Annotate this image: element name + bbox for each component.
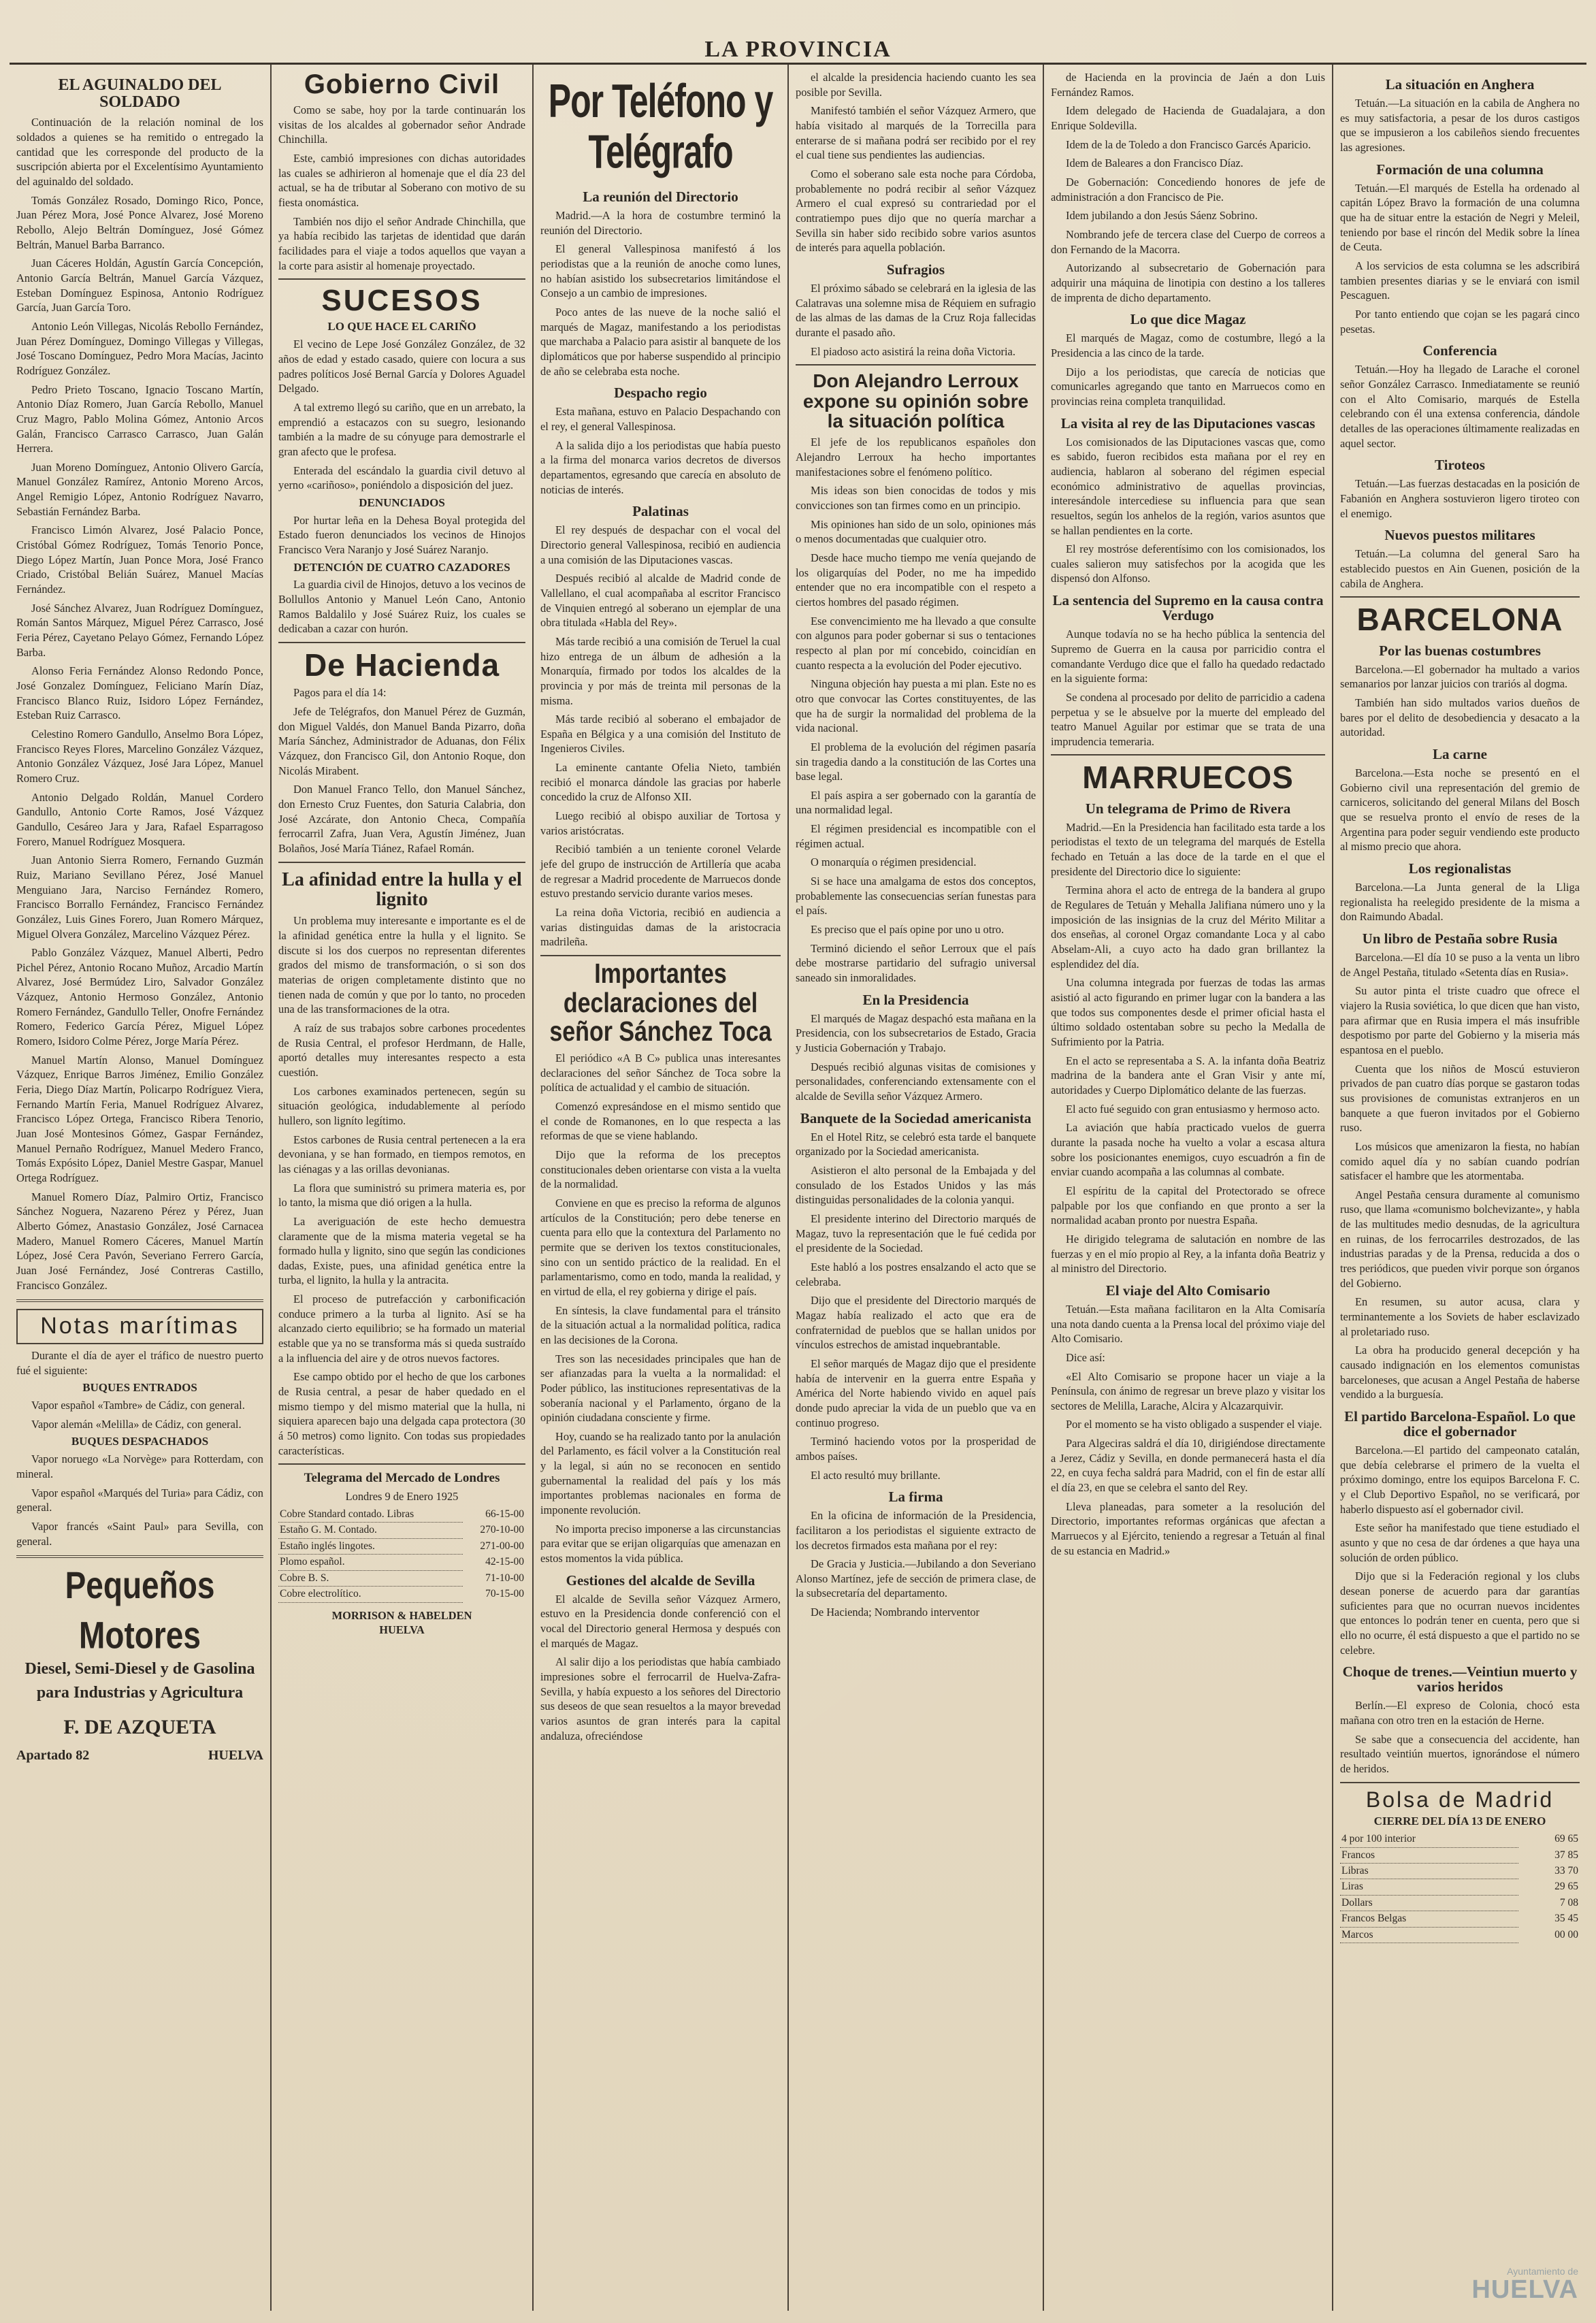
banquete-body	[796, 1130, 1036, 1482]
stamp-big: HUELVA	[1471, 2275, 1578, 2304]
row-value: 69 65	[1554, 1833, 1578, 1845]
row-label: Estaño inglés lingotes.	[278, 1538, 463, 1554]
paragraph: Conviene en que es preciso la reforma de algunos artículos de la Constitución; pero debe tenerse en cuenta para ello que la contextura del Parlamento no permite que se deriven los textos constitucionales, sino con un sentido práctico de la realidad. En el parlamentarismo, como en todo, manda la realidad, y en virtud de ella, el rey gobierna y dirige el país.	[540, 1196, 781, 1298]
paragraph: Tomás González Rosado, Domingo Rico, Ponce, Juan Pérez Mora, José Ponce Alvarez, José Moreno Rebollo, Alejo Beltrán Domínguez, José Gómez Beltrán, Manuel Barba Barranco.	[16, 193, 263, 251]
divider	[278, 862, 525, 863]
reunion-title: La reunión del Directorio	[583, 189, 738, 205]
paragraph: Vapor español «Marqués del Turia» para Cádiz, con general.	[16, 1486, 263, 1514]
table-row	[278, 1587, 525, 1602]
paragraph: A la salida dijo a los periodistas que había puesto a la firma del monarca varios decretos de diversos departamentos, egresando que carecía en absoluto de noticias de interés.	[540, 438, 781, 496]
ad-company: F. DE AZQUETA	[63, 1715, 216, 1738]
paragraph: Terminó haciendo votos por la prosperidad de ambos países.	[796, 1435, 1036, 1463]
tiroteos-text: Tetuán.—Las fuerzas destacadas en la posición de Fabanión en Anghera sostuvieron ligero tiroteo con el enemigo.	[1340, 477, 1580, 520]
paragraph: Una columna integrada por fuerzas de todas las armas asistió al acto figurando en primer lugar con la bandera a las que todos sus componentes desde el primer oficial hasta el último soldado ostentaban sobre su pecho la Medalla de Sufrimiento por la Patria.	[1051, 976, 1325, 1048]
row-label: Estaño G. M. Contado.	[278, 1523, 463, 1538]
paragraph: El régimen presidencial es incompatible con el régimen actual.	[796, 822, 1036, 850]
paragraph: O monarquía o régimen presidencial.	[811, 856, 977, 869]
paragraph: El presidente interino del Directorio marqués de Magaz, tuvo la representación que le fué cedida por el presidente de la Sociedad.	[796, 1212, 1036, 1255]
table-row	[278, 1507, 525, 1523]
row-value: 37 85	[1554, 1849, 1578, 1861]
presidencia-title: En la Presidencia	[862, 991, 969, 1008]
paragraph: La averiguación de este hecho demuestra claramente que de la misma materia vegetal se ha formado hulla y lignito, sino que según las condiciones dadas, Existe, pues, una afinidad genética entre la turba, el lignito, la hulla y la antracita.	[278, 1214, 525, 1287]
paragraph: También nos dijo el señor Andrade Chinchilla, que ya había recibido las tarjetas de identidad que darán facilidades para el viaje a todos aquellos que vayan a la corte para asistir al homenaje proyectado.	[278, 214, 525, 272]
columna-title: Formación de una columna	[1376, 161, 1544, 178]
paragraph: Manuel Martín Alonso, Manuel Domínguez Vázquez, Enrique Barros Jiménez, Emilio González Feria, Diego Díaz Martín, Policarpo Rodríguez Viera, Fernando Martín Feria, Manuel Rodríguez Alvarez, Francisco López Ortega, Francisco Ribera Tenorio, Juan José Montesinos Gómez, Gaspar Fernández, Manuel Pernaño Rodríguez, Manuel Medero Franco, Tomás Expósito López, Daniel Mestre Gaspar, Manuel Ortega Rodríguez.	[16, 1053, 263, 1184]
ad-city: HUELVA	[208, 1747, 263, 1763]
paragraph: el alcalde la presidencia haciendo cuanto les sea posible por Sevilla.	[796, 71, 1036, 99]
paragraph: Manifestó también el señor Vázquez Armero, que había visitado al marqués de la Torrecilla para enterarse de si mañana podrá ser recibido por el rey el cual tiene sus pendientes las audiencias.	[796, 104, 1036, 162]
market-city: HUELVA	[379, 1623, 425, 1637]
pestana-title: Un libro de Pestaña sobre Rusia	[1362, 930, 1558, 947]
paragraph: La flora que suministró su primera materia es, por lo tanto, la misma que dió origen a la hulla.	[278, 1181, 525, 1209]
row-value: 70-15-00	[485, 1588, 524, 1600]
sucesos-body	[278, 337, 525, 493]
row-label: Plomo español.	[278, 1555, 463, 1570]
gobierno-body	[278, 103, 525, 273]
paragraph: Idem de Baleares a don Francisco Díaz.	[1066, 157, 1243, 170]
costumbres-title: Por las buenas costumbres	[1379, 642, 1541, 659]
aguinaldo-title: EL AGUINALDO DEL SOLDADO	[58, 76, 222, 112]
row-value: 35 45	[1554, 1913, 1578, 1925]
paragraph: El marqués de Magaz, como de costumbre, llegó a la Presidencia a las cinco de la tarde.	[1051, 331, 1325, 359]
palatinas-body	[540, 523, 781, 949]
market-title: Telegrama del Mercado de Londres	[304, 1471, 500, 1486]
market-table	[278, 1507, 525, 1603]
paragraph: Después recibió algunas visitas de comisiones y personalidades, conferenciando extensamente con el alcalde de Sevilla señor Vázquez Armero.	[796, 1060, 1036, 1103]
partido-body	[1340, 1443, 1580, 1657]
paragraph: En síntesis, la clave fundamental para el tránsito de la situación actual a la normalidad política, radica en las decisiones de la Corona.	[540, 1303, 781, 1346]
paragraph: Tetuán.—El marqués de Estella ha ordenado al capitán López Bravo la formación de una columna que ha de situar entre la estación de Negri y Meleil, teniendo por base el rincón del Medik sobre la línea de Ceuta.	[1340, 181, 1580, 254]
entered-title: BUQUES ENTRADOS	[82, 1381, 197, 1395]
paragraph: Francisco Limón Alvarez, José Palacio Ponce, Cristóbal Gómez Rodríguez, Tomás Tenorio Ponce, Diego López Martín, Juan Ponce Mora, José Franco Criado, Cristóbal Belián Suárez, Manuel Macías Fernández.	[16, 523, 263, 596]
row-value: 66-15-00	[485, 1508, 524, 1521]
paragraph: Autorizando al subsecretario de Gobernación para adquirir una máquina de linotipia con destino a los talleres de imprenta de dicho departamento.	[1051, 261, 1325, 304]
row-label: Libras	[1340, 1864, 1518, 1879]
divider	[16, 1299, 263, 1302]
paragraph: Juan Antonio Sierra Romero, Fernando Guzmán Ruiz, Mariano Sevillano Pérez, José Manuel Menguiano Jara, Narciso Fernández Romero, Francisco Borrallo Fernández, Francisco Fernández González, Luis Gines Forero, Juan Romero Márquez, Miguel Olvera González, Marcelino Vázquez Pérez.	[16, 854, 263, 941]
paragraph: Juan Cáceres Holdán, Agustín García Concepción, Antonio García Beltrán, Manuel García Vázquez, Esteban Domínguez Espinosa, Antonio Rodríguez García, Juan García Toro.	[16, 257, 263, 314]
paragraph: Mis ideas son bien conocidas de todos y mis convicciones son tan firmes como en un principio.	[796, 484, 1036, 512]
paragraph: Poco antes de las nueve de la noche salió el marqués de Magaz, manifestando a los periodistas que marchaba a Palacio para asistir al banquete de los diplomáticos que por haberse suspendido al principio de año se celebraba esta noche.	[540, 305, 781, 378]
column-6	[1333, 65, 1586, 2311]
paragraph: El rey mostróse deferentísimo con los comisionados, los cuales salieron muy satisfechos por la acogida que les dispensó don Alfonso.	[1051, 542, 1325, 585]
paragraph: El acto fué seguido con gran entusiasmo y hermoso acto.	[1066, 1102, 1320, 1116]
row-label: Cobre B. S.	[278, 1570, 463, 1586]
marruecos-title: MARRUECOS	[1082, 760, 1294, 796]
ad-footer	[16, 1747, 263, 1764]
paragraph: De Hacienda; Nombrando interventor	[811, 1606, 980, 1619]
table-row	[278, 1538, 525, 1554]
paragraph: Antonio León Villegas, Nicolás Rebollo Fernández, Juan Pérez Domínguez, Domingo Villegas y Villegas, José Toscano Domínguez, Pedro Mora Macías, Jacinto Rodríguez González.	[16, 319, 263, 377]
paragraph: El periódico «A B C» publica unas interesantes declaraciones del señor Sánchez de Toca sobre la política de actualidad y el cambio de situación.	[540, 1052, 781, 1094]
paragraph: Lleva planeadas, para someter a la resolución del Directorio, importantes reformas orgánicas que afectan a Marruecos y al Ejército, teniendo a regresar a Tetuán al final de su estancia en Madrid.»	[1051, 1499, 1325, 1557]
paragraph: Idem delegado de Hacienda de Guadalajara, a don Enrique Soldevilla.	[1051, 104, 1325, 132]
paragraph: De Gobernación: Concediendo honores de jefe de administración a don Francisco de Pie.	[1051, 175, 1325, 204]
firma-title: La firma	[888, 1489, 943, 1506]
maritime-title: Notas marítimas	[16, 1309, 263, 1344]
paragraph: Asistieron el alto personal de la Embajada y del consulado de los Estados Unidos y las más distinguidas personalidades de la colonia yanqui.	[796, 1164, 1036, 1207]
paragraph: En la oficina de información de la Presidencia, facilitaron a los periodistas el siguiente extracto de los decretos firmados esta mañana por el rey:	[796, 1509, 1036, 1552]
row-value: 00 00	[1554, 1928, 1578, 1940]
column-1	[10, 65, 272, 2311]
divider	[796, 364, 1036, 365]
row-value: 71-10-00	[485, 1572, 524, 1584]
firma-body	[796, 1508, 1036, 1620]
newspaper-name: LA PROVINCIA	[704, 37, 892, 62]
table-row	[1340, 1927, 1580, 1943]
paragraph: Continuación de la relación nominal de los soldados a quienes se ha remitido o entregado la cantidad que les corresponde del producto de la suscripción abierta por el Excelentísimo Ayuntamiento del aguinaldo del soldado.	[16, 116, 263, 188]
despacho-title: Despacho regio	[614, 385, 707, 402]
conferencia-text: Tetuán.—Hoy ha llegado de Larache el coronel señor González Carrasco. Inmediatamente se reunió con el Alto Comisario, marqués de Estella celebrando con él una extensa conferencia, dándole detalles de las operaciones últimamente realizadas en aquel sector.	[1340, 363, 1580, 450]
paragraph: El vecino de Lepe José González González, de 32 años de edad y estado casado, quiere con locura a sus padres políticos José Bernal García y Dolores Aguadel Delgado.	[278, 338, 525, 395]
visita-body	[1051, 435, 1325, 587]
paragraph: Pedro Prieto Toscano, Ignacio Toscano Martín, Antonio Díaz Romero, Juan García Rebollo, Manuel Cruz Magro, Pablo Molina Gómez, Antonio Arcos Galán, Francisco Carrasco Carrasco, Juan Galán Herrera.	[16, 383, 263, 455]
detencion-text: La guardia civil de Hinojos, detuvo a los vecinos de Bollullos Antonio y Manuel León Cano, Antonio Ramos Baldalilo y José Suárez Ruiz, los cuales se dedicaban a cazar con hurón.	[278, 578, 525, 636]
carne-title: La carne	[1433, 745, 1487, 762]
paragraph: Barcelona.—El día 10 se puso a la venta un libro de Angel Pestaña, titulado «Setenta días en Rusia».	[1340, 950, 1580, 979]
paragraph: El piadoso acto asistirá la reina doña Victoria.	[811, 344, 1015, 358]
paragraph: En el acto se representaba a S. A. la infanta doña Beatriz madrina de la bandera ante el Gran Visir y ante mí, autoridades y Cuerpo Diplomático delante de las fuerzas.	[1051, 1054, 1325, 1096]
paragraph: Madrid.—A la hora de costumbre terminó la reunión del Directorio.	[540, 209, 781, 237]
marruecos-body	[1051, 820, 1325, 1276]
paragraph: Termina ahora el acto de entrega de la bandera al grupo de Regulares de Tetuán y Mehalla Jalifiana número uno y la imposición de las insignias de la cruz del Mérito Militar a dos enseñas, al coronel Orgaz comandante Loca y al cabo Abselam-Ali, a cuyo acto ha dado gran brillantez la esplendidez del día.	[1051, 883, 1325, 971]
paragraph: Terminó diciendo el señor Lerroux que el país debe mostrarse partidario del sufragio universal saneado sin inmoralidades.	[796, 941, 1036, 985]
paragraph: Vapor español «Tambre» de Cádiz, con general.	[31, 1399, 245, 1412]
choque-title: Choque de trenes.—Veintiun muerto y varios heridos	[1342, 1663, 1578, 1695]
carne-text: Barcelona.—Esta noche se presentó en el Gobierno civil una representación del gremio de carniceros, solicitando del general Milans del Bosch que se resuelva pronto el envío de reses de la Argentina para poder seguir vendiendo este producto al mismo precio que ahora.	[1340, 766, 1580, 854]
hacienda-title: De Hacienda	[304, 647, 500, 683]
paragraph: Aunque todavía no se ha hecho pública la sentencia del Supremo de Guerra en la causa por parricidio contra el comandante Verdugo dice que el fallo ha quedado redactado en la siguiente forma:	[1051, 628, 1325, 685]
paragraph: Madrid.—En la Presidencia han facilitado esta tarde a los periodistas el texto de un telegrama del marqués de Estella fechado en Tetuán a las doce de la tarde en el que el presidente del Directorio dice lo siguiente:	[1051, 820, 1325, 878]
gestiones-title: Gestiones del alcalde de Sevilla	[566, 1572, 755, 1589]
paragraph: Para Algeciras saldrá el día 10, dirigiéndose directamente a Jerez, Cádiz y Sevilla, en donde permanecerá hasta el día 22, en cuya fecha saldrá para Madrid, con el fin de estar allí el día 23, en que se celebra el santo del Rey.	[1051, 1437, 1325, 1495]
paragraph: Tetuán.—Esta mañana facilitaron en la Alta Comisaría una nota dando cuenta a la Prensa local del próximo viaje del Alto Comisario.	[1051, 1302, 1325, 1346]
paragraph: La aviación que había practicado vuelos de guerra durante la pasada noche ha vuelto a volar a escasa altura sobre los posicionantes enemigos, cuyo escuadrón a fin de enviar cuando acompaña a las columnas al combate.	[1051, 1121, 1325, 1179]
palatinas-title: Palatinas	[632, 503, 689, 520]
paragraph: Juan Moreno Domínguez, Antonio Olivero García, Manuel González Ramírez, Antonio Moreno Arcos, Angel Remigio López, Antonio Rodríguez Navarro, Sebastián Fernández Barba.	[16, 460, 263, 518]
divider	[1051, 754, 1325, 756]
table-row	[278, 1555, 525, 1570]
marruecos-sub: Un telegrama de Primo de Rivera	[1085, 800, 1291, 817]
paragraph: Mis opiniones han sido de un solo, opiniones más o menos documentadas que cualquier otro.	[796, 517, 1036, 546]
row-label: Cobre electrolítico.	[278, 1587, 463, 1602]
paragraph: Pagos para el día 14:	[293, 686, 387, 700]
column-4	[789, 65, 1044, 2311]
paragraph: Como se sabe, hoy por la tarde continuarán los visitas de los alcaldes al gobernador señor Andrade Chinchilla.	[278, 103, 525, 146]
ad-line-1: Diesel, Semi-Diesel y de Gasolina	[25, 1659, 255, 1678]
lerroux-title: Don Alejandro Lerroux expone su opinión sobre la situación política	[802, 370, 1029, 432]
anghera-title: La situación en Anghera	[1385, 76, 1535, 93]
paragraph: Manuel Romero Díaz, Palmiro Ortiz, Francisco Sánchez Noguera, Nazareno Pérez y Pérez, Juan Alberto Gómez, Anastasio González, José Carnacea Madero, Manuel Romero Cáceres, Manuel Martín López, José Cera Pavón, Severiano Ferrero García, Juan José Fernández, José Contreras Castillo, Francisco González.	[16, 1190, 263, 1292]
paragraph: Es preciso que el país opine por uno u otro.	[811, 923, 1005, 937]
row-value: 7 08	[1559, 1896, 1578, 1908]
paragraph: Ninguna objeción hay puesta a mi plan. Este no es otro que convocar las Cortes constituyentes, de las que ha de surgir la normalidad del problema de la vida nacional.	[796, 677, 1036, 735]
choque-body	[1340, 1698, 1580, 1776]
paragraph: Alonso Feria Fernández Alonso Redondo Ponce, José Gonzalez Domínguez, Feliciano Marín Díaz, Francisco Blanco Ruiz, Isidoro López Fernández, Esteban Ruiz Carrasco.	[16, 664, 263, 722]
paragraph: El problema de la evolución del régimen pasaría sin tragedia dando a la constitución de las Cortes una base legal.	[796, 740, 1036, 783]
table-row	[278, 1570, 525, 1586]
detencion-title: DETENCIÓN DE CUATRO CAZADORES	[293, 560, 510, 574]
table-row	[1340, 1895, 1580, 1911]
sanchez-body	[540, 1051, 781, 1566]
paragraph: Este, cambió impresiones con dichas autoridades las cuales se adhirieron al homenaje que el día 23 del actual, se ha de tributar al Soberano con motivo de su fiesta onomástica.	[278, 151, 525, 209]
table-row	[278, 1523, 525, 1538]
divider	[16, 1555, 263, 1558]
column-5	[1044, 65, 1333, 2311]
paragraph: Después recibió al alcalde de Madrid conde de Vallellano, el cual acompañaba al escritor Francisco de Vinquien entregó al soberano un ejemplar de una obra titulada «Habla del Rey».	[540, 572, 781, 630]
paragraph: Recibió también a un teniente coronel Velarde jefe del grupo de instrucción de Artillería que acaba de regresar a Madrid procedente de Marruecos donde estuvo prestando servicio durante varios meses.	[540, 843, 781, 900]
paragraph: Barcelona.—El gobernador ha multado a varios semanarios por lanzar juicios con trariós al dogma.	[1340, 662, 1580, 691]
denuncias-title: DENUNCIADOS	[359, 496, 445, 509]
costumbres-body	[1340, 662, 1580, 740]
columna-body	[1340, 181, 1580, 337]
paragraph: Al salir dijo a los periodistas que había cambiado impresiones sobre el ferrocarril de Huelva-Zafra-Sevilla, y había expuesto a los señores del Directorio sus deseos de que sean resueltos a la mayor brevedad varios asuntos de gran interés para la capital andaluza, ofreciéndose	[540, 1655, 781, 1742]
paragraph: Por el momento se ha visto obligado a suspender el viaje.	[1066, 1418, 1322, 1431]
aguinaldo-body	[16, 115, 263, 1293]
paragraph: Este señor ha manifestado que tiene estudiado el asunto y que no cesa de dar órdenes a que haya una solución de orden público.	[1340, 1521, 1580, 1564]
paragraph: Dijo que la reforma de los preceptos constitucionales deben orientarse con vista a la vuelta de la normalidad.	[540, 1148, 781, 1191]
barcelona-title: BARCELONA	[1356, 602, 1563, 638]
row-value: 33 70	[1554, 1865, 1578, 1877]
table-row	[1340, 1879, 1580, 1895]
row-label: Marcos	[1340, 1927, 1518, 1943]
paragraph: El jefe de los republicanos españoles don Alejandro Lerroux ha hecho importantes manifestaciones sobre el fenómeno político.	[796, 436, 1036, 478]
maritime-intro: Durante el día de ayer el tráfico de nuestro puerto fué el siguiente:	[16, 1348, 263, 1377]
row-value: 270-10-00	[480, 1524, 524, 1536]
paragraph: He dirigido telegrama de salutación en nombre de las fuerzas y en el mío propio al Rey, a la infanta doña Beatriz y al ministro del Directorio.	[1051, 1232, 1325, 1276]
paragraph: De Gracia y Justicia.—Jubilando a don Severiano Alonso Martínez, jefe de sección de primera clase, de la subsecretaría del departamento.	[796, 1557, 1036, 1600]
col5-top-body	[1051, 70, 1325, 305]
visita-title: La visita al rey de las Diputaciones vascas	[1060, 415, 1316, 432]
paragraph: Nombrando jefe de tercera clase del Cuerpo de correos a don Fernando de la Macorra.	[1051, 227, 1325, 256]
paragraph: También han sido multados varios dueños de bares por el delito de desobediencia y desacato a la autoridad.	[1340, 696, 1580, 739]
anghera-text: Tetuán.—La situación en la cabila de Anghera no es muy satisfactoria, a pesar de los duros castigos que se impusieron a los cabileños siendo frecuentes las agresiones.	[1340, 97, 1580, 155]
paragraph: La reina doña Victoria, recibió en audiencia a varias distinguidas damas de la aristocracia madrileña.	[540, 906, 781, 949]
paragraph: Desde hace mucho tiempo me venía quejando de los oligarquías del Poder, no me ha impedido entender que no era incompatible con el respeto a ciertos hombres del pasado régimen.	[796, 551, 1036, 608]
telefono-title: Por Teléfono y Telégrafo	[548, 74, 773, 178]
paragraph: Barcelona.—El partido del campeonato catalán, que debía celebrarse el primero de la vuelta el próximo domingo, entre los equipos Barcelona F. C. y el Club Deportivo Español, no se verificará, por haberlo dispuesto así el gobernador civil.	[1340, 1444, 1580, 1516]
paragraph: Hoy, cuando se ha realizado tanto por la anulación del Parlamento, es fácil volver a la Constitución real y la legal, si aún no se reconocen en sentido gubernamental la realidad del país y los más importantes problemas nacionales en forma de imponente revolución.	[540, 1429, 781, 1517]
paragraph: El alcalde de Sevilla señor Vázquez Armero, estuvo en la Presidencia donde conferenció con el vocal del Directorio general Hermosa y después con el marqués de Magaz.	[540, 1592, 781, 1650]
stamp-small: Ayuntamiento de	[1507, 2266, 1578, 2277]
sanchez-title: Importantes declaraciones del señor Sánchez Toca	[549, 958, 772, 1048]
paragraph: Los carbones examinados pertenecen, según su situación geológica, indudablemente al período hullero, son ligníto legítimo.	[278, 1084, 525, 1127]
col4-top-body	[796, 70, 1036, 255]
puestos-text: Tetuán.—La columna del general Saro ha establecido puestos en Ain Guenen, posición de la cabila de Anghera.	[1340, 547, 1580, 590]
paragraph: Vapor francés «Saint Paul» para Sevilla, con general.	[16, 1519, 263, 1548]
archive-stamp	[1456, 2266, 1578, 2305]
cleared-list	[16, 1452, 263, 1548]
paragraph: Jefe de Telégrafos, don Manuel Pérez de Guzmán, don Miguel Valdés, don Manuel Banda Pizarro, doña María Sánchez, Administrador de Aduanas, don Félix Vázquez, don Francisco Gil, don Antonio Roque, don Nicolás Mirabent.	[278, 705, 525, 777]
paragraph: Por tanto entiendo que cojan se les pagará cinco pesetas.	[1340, 307, 1580, 336]
column-3	[534, 65, 789, 2311]
ad-line-2: para Industrias y Agricultura	[36, 1684, 244, 1702]
ad-title: Pequeños Motores	[65, 1563, 215, 1657]
hacienda-body	[278, 685, 525, 856]
lerroux-body	[796, 435, 1036, 985]
puestos-title: Nuevos puestos militares	[1384, 527, 1535, 544]
paragraph: La obra ha producido general decepción y ha causado indignación en los elementos comunistas barceloneses, que acusan a Angel Pestaña de haberse vendido a la burguesía.	[1340, 1344, 1580, 1401]
sentencia-title: La sentencia del Supremo en la causa contra Verdugo	[1052, 592, 1324, 624]
paragraph: Don Manuel Franco Tello, don Manuel Sánchez, don Ernesto Cruz Fuentes, don Saturia Calabria, don José Azcárate, don Antonio Checa, Compañía ferrocarril Zafra, Juan Vera, Agustín Jiménez, Juan Bolaños, José María Tiánez, Rafael Román.	[278, 783, 525, 855]
paragraph: Comenzó expresándose en el mismo sentido que el conde de Romanones, en lo que respecta a las reformas de que se viene hablando.	[540, 1100, 781, 1143]
paragraph: Tres son las necesidades principales que han de ser afianzadas para la vuelta a la normalidad: el Poder público, las instituciones representativas de la soberanía nacional y el Parlamento, órgano de la opinión ciudadana consciente y firme.	[540, 1352, 781, 1425]
conferencia-title: Conferencia	[1422, 342, 1497, 359]
regionalistas-text: Barcelona.—La Junta general de la Lliga regionalista ha reelegido presidente de la misma a don Raimundo Abadal.	[1340, 880, 1580, 924]
sufragio-title: Sufragios	[886, 261, 945, 278]
paragraph: El marqués de Magaz despachó esta mañana en la Presidencia, con los subsecretarios de Estado, Gracia y Justicia Gobernación y Trabajo.	[796, 1011, 1036, 1055]
gestiones-body	[540, 1592, 781, 1744]
paragraph: Antonio Delgado Roldán, Manuel Cordero Gandullo, Antonio Corte Ramos, José Vázquez Gandullo, Cesáreo Jara y Jara, Rafael Esparragoso Forero, Manuel Rodríguez Mosquera.	[16, 790, 263, 848]
paragraph: El señor marqués de Magaz dijo que el presidente había de intervenir en la guerra entre España y América del Norte habiendo vivido en aquel país donde pudo apreciar la vida de un pueblo que va en continuo progreso.	[796, 1357, 1036, 1429]
divider	[1340, 596, 1580, 598]
paragraph: Pablo González Vázquez, Manuel Alberti, Pedro Pichel Pérez, Antonio Rocano Muñoz, Arcadio Martín Alvarez, José Bermúdez Liro, Salvador González Vázquez, Antonio Hermoso González, Antonio Romero Fernández, Gandullo Teller, Onofre Fernández Romero, Federico García Pérez, Miguel López Romero, Isidoro Colme Pérez, Jorge María Pérez.	[16, 946, 263, 1048]
paragraph: Como el soberano sale esta noche para Córdoba, probablemente no podrá recibir al señor Vázquez Armero el cual expresó su contrariedad por el contratiempo pues dijo que no quería marchar a Sevilla sin haber sido recibido sobre varios asuntos de interés para aquella población.	[796, 167, 1036, 255]
table-row	[1340, 1911, 1580, 1927]
presidencia-body	[796, 1011, 1036, 1104]
paragraph: «El Alto Comisario se propone hacer un viaje a la Península, con ánimo de regresar un breve plazo y visitar los sectores de Melilla, Larache, Alcira y Alcazarquivir.	[1051, 1369, 1325, 1412]
paragraph: Berlín.—El expreso de Colonia, chocó esta mañana con otro tren en la estación de Herne.	[1340, 1699, 1580, 1727]
paragraph: Enterada del escándalo la guardia civil detuvo al yerno «cariñoso», poniéndolo a disposición del juez.	[278, 464, 525, 492]
column-2	[272, 65, 534, 2311]
paragraph: Los comisionados de las Diputaciones vascas que, como es sabido, fueron recibidos esta mañana por el rey en audiencia, hablaron al soberano del régimen especial económico administrativo de aquellas provincias, interesándole intercediese su influencia para que sean resueltos, según los anhelos de la región, varios asuntos que se hallan pendientes en la corte.	[1051, 435, 1325, 537]
market-firm: MORRISON & HABELDEN	[331, 1608, 472, 1622]
denuncias-text: Por hurtar leña en la Dehesa Boyal protegida del Estado fueron denunciados los vecinos de Hinojos Francisco Vera Naranjo y José Suárez Naranjo.	[278, 513, 525, 556]
row-value: 271-00-00	[480, 1540, 524, 1552]
paragraph: Más tarde recibió al soberano el embajador de España en Bélgica y a una comisión del Instituto de Ingenieros Civiles.	[540, 713, 781, 756]
paragraph: Luego recibió al obispo auxiliar de Tortosa y varios aristócratas.	[540, 809, 781, 837]
tiroteos-title: Tiroteos	[1435, 457, 1485, 474]
market-date: Londres 9 de Enero 1925	[345, 1490, 459, 1504]
paragraph: Cuenta que los niños de Moscú estuvieron privados de pan cuatro días porque se gastaron todas sus provisiones de comunistas extranjeros en un banquete a que fueron invitados por el Gobierno ruso.	[1340, 1062, 1580, 1135]
row-label: Francos Belgas	[1340, 1911, 1518, 1927]
bolsa-title: Bolsa de Madrid	[1365, 1787, 1554, 1812]
row-label: Liras	[1340, 1879, 1518, 1895]
afinidad-body	[278, 913, 525, 1458]
table-row	[1340, 1832, 1580, 1847]
row-label: Francos	[1340, 1847, 1518, 1863]
row-label: Dollars	[1340, 1895, 1518, 1911]
magaz-body	[1051, 331, 1325, 408]
paragraph: El rey después de despachar con el vocal del Directorio general Vallespinosa, recibió en audiencia a una comisión de las Diputaciones vascas.	[540, 523, 781, 566]
gobierno-title: Gobierno Civil	[304, 69, 500, 99]
paragraph: El espíritu de la capital del Protectorado se ofrece palpable por los que confiando en que pronto a ser la normalidad acaban pronto por nuestra España.	[1051, 1184, 1325, 1227]
row-value: 42-15-00	[485, 1556, 524, 1568]
paragraph: Vapor noruego «La Norvège» para Rotterdam, con mineral.	[16, 1452, 263, 1480]
paragraph: Dijo que si la Federación regional y los clubs desean ponerse de acuerdo para dar garantías suficientes para que no ocurran nuevos incidentes que entonces lo podrán tener en cuenta, pero que si ello no ocurre, él está dispuesto a que el partido no se celebre.	[1340, 1570, 1580, 1657]
table-row	[1340, 1847, 1580, 1863]
partido-title: El partido Barcelona-Español. Lo que dice el gobernador	[1344, 1408, 1576, 1440]
sucesos-sub: LO QUE HACE EL CARIÑO	[327, 320, 476, 334]
paragraph: Esta mañana, estuvo en Palacio Despachando con el rey, el general Vallespinosa.	[540, 405, 781, 433]
divider	[278, 278, 525, 280]
paragraph: Se condena al procesado por delito de parricidio a cadena perpetua y se le absuelve por la muerte del empleado del teatro Manuel Aguilar por estimar que se trata de una imprudencia temeraria.	[1051, 690, 1325, 748]
comisario-body	[1051, 1302, 1325, 1559]
paragraph: Angel Pestaña censura duramente al comunismo ruso, que llama «comunismo bolchevizante», y habla de las multitudes medio desnudas, de la agricultura en ruinas, de los ferrocarriles destrozados, de las industrias paradas y de la Prensa, reducida a dos o tres periódicos, que pueden vivir porque son órganos del Gobierno.	[1340, 1188, 1580, 1290]
row-value: 29 65	[1554, 1881, 1578, 1893]
banquete-title: Banquete de la Sociedad americanista	[800, 1109, 1032, 1126]
regionalistas-title: Los regionalistas	[1408, 860, 1512, 877]
paragraph: El proceso de putrefacción y carbonificación conduce primero a la turba al lignito. Así se ha alcanzado cierto equilibrio; se ha formado un material estable que ya no se transforma más si queda sustraído a la influencia del aire y de otros nuevos factores.	[278, 1293, 525, 1365]
paragraph: José Sánchez Alvarez, Juan Rodríguez Domínguez, Román Santos Márquez, Miguel Pérez Carrasco, José Feria Pérez, Cayetano Pelayo Gómez, Fernando López Barba.	[16, 601, 263, 659]
paragraph: Idem de la de Toledo a don Francisco Garcés Aparicio.	[1066, 137, 1311, 151]
divider	[278, 1463, 525, 1465]
row-label: 4 por 100 interior	[1340, 1832, 1518, 1847]
paragraph: Un problema muy interesante e importante es el de la afinidad genética entre la hulla y el lignito. Se discute si los dos cuerpos no representan diferentes grados del mismo de transformación, o si son dos materias de origen completamente distinto que no tienen nada de común y que por lo tanto, no proceden una de las transformaciones de la otra.	[278, 914, 525, 1016]
row-label: Cobre Standard contado. Libras	[278, 1507, 463, 1523]
paragraph: No importa preciso imponerse a las circunstancias para evitar que se erijan oligarquías que amenazan en estos momentos la vida pública.	[540, 1522, 781, 1565]
paragraph: Dice así:	[1066, 1350, 1105, 1364]
bolsa-table	[1340, 1832, 1580, 1943]
columns	[10, 65, 1586, 2311]
paragraph: En el Hotel Ritz, se celebró esta tarde el banquete organizado por la Sociedad americanista.	[796, 1130, 1036, 1158]
afinidad-title: La afinidad entre la hulla y el lignito	[282, 868, 522, 910]
paragraph: El general Vallespinosa manifestó á los periodistas que a la reunión de anoche como lunes, no habían asistido los subsecretarios limitándose el Consejo a un cambio de impresiones.	[540, 242, 781, 300]
paragraph: Este habló a los postres ensalzando el acto que se celebraba.	[796, 1260, 1036, 1288]
comisario-title: El viaje del Alto Comisario	[1105, 1282, 1271, 1299]
paragraph: Dijo a los periodistas, que carecía de noticias que comunicarles agregando que tanto en Marruecos como en provincias reina completa tranquilidad.	[1051, 365, 1325, 408]
paragraph: El acto resultó muy brillante.	[811, 1468, 941, 1482]
ad-box: Apartado 82	[16, 1747, 90, 1763]
paragraph: La eminente cantante Ofelia Nieto, también recibió el monarca dándole las gracias por haberle concedido la cruz de Alfonso XII.	[540, 761, 781, 804]
cleared-title: BUQUES DESPACHADOS	[71, 1435, 209, 1448]
magaz-title: Lo que dice Magaz	[1130, 311, 1246, 328]
paragraph: Más tarde recibió a una comisión de Teruel la cual hizo entrega de un álbum de adhesión a la Monarquía, firmado por todos los alcaldes de la provincia y por más de treinta mil personas de la misma.	[540, 634, 781, 707]
paragraph: Vapor alemán «Melilla» de Cádiz, con general.	[31, 1417, 242, 1431]
paragraph: Ese campo obtido por el hecho de que los carbones de Rusia central, a pesar de haber quedado en el mismo tiempo y del mismo material que la hulla, ni siquiera aparecen bajo una delgada capa protectora (30 á 50 metros) como lignito. Con todas sus propiedades características.	[278, 1370, 525, 1457]
sucesos-title: SUCESOS	[321, 284, 483, 318]
pestana-body	[1340, 950, 1580, 1402]
paragraph: de Hacienda en la provincia de Jaén a don Luis Fernández Ramos.	[1051, 71, 1325, 99]
divider	[278, 642, 525, 643]
reunion-body	[540, 208, 781, 378]
paragraph: Idem jubilando a don Jesús Sáenz Sobrino.	[1066, 209, 1258, 223]
paragraph: A los servicios de esta columna se les adscribirá tambien presentes diarias y se le enviará con ismil Pescaguen.	[1340, 259, 1580, 302]
paragraph: Celestino Romero Gandullo, Anselmo Bora López, Francisco Reyes Flores, Marcelino González Vázquez, Antonio González Vázquez, José Jara López, Manuel Romero Cruz.	[16, 727, 263, 785]
divider	[1340, 1782, 1580, 1783]
paragraph: A tal extremo llegó su cariño, que en un arrebato, la emprendió a estacazos con su suegro, lesionando también a la madre de su cónyuge para demostrarle el gran afecto que le profesa.	[278, 400, 525, 458]
paragraph: El país aspira a ser gobernado con la garantía de una normalidad legal.	[796, 788, 1036, 817]
sentencia-body	[1051, 627, 1325, 749]
paragraph: Se sabe que a consecuencia del accidente, han resultado veintiún muertos, ignorándose el número de heridos.	[1340, 1732, 1580, 1775]
despacho-body	[540, 404, 781, 497]
paragraph: Estos carbones de Rusia central pertenecen a la era devoniana, y se han formado, en tiempos remotos, en las ciénagas y a las orillas devonianas.	[278, 1133, 525, 1175]
divider	[540, 955, 781, 956]
paragraph: Los músicos que amenizaron la fiesta, no habían comido aquel día y no sabían cuando podrían satisfacer el hambre que les atormentaba.	[1340, 1139, 1580, 1183]
sufragio-body	[796, 281, 1036, 359]
bolsa-sub: CIERRE DEL DÍA 13 DE ENERO	[1373, 1815, 1546, 1828]
paragraph: Ese convencimiento me ha llevado a que consulte con algunos para poder gobernar si sus o tentaciones respecto al plan por mí concebido, coincidían en cuanto respecta a la evolución del Poder ejecutivo.	[796, 614, 1036, 672]
paragraph: Dijo que el presidente del Directorio marqués de Magaz había realizado el acto que era de confraternidad de pueblos que se hallan unidos por vínculos estrechos de amistad inquebrantable.	[796, 1294, 1036, 1352]
paragraph: Si se hace una amalgama de estos dos conceptos, probablemente las consecuencias serían funestas para el país.	[796, 875, 1036, 917]
entered-list	[16, 1398, 263, 1431]
paragraph: Su autor pinta el triste cuadro que ofrece el viajero la Rusia soviética, lo que dicen que han visto, para afirmar que en Rusia impera el más insufrible despotismo por parte del Gobierno y la miseria más espantosa en el pueblo.	[1340, 984, 1580, 1056]
paragraph: El próximo sábado se celebrará en la iglesia de las Calatravas una solemne misa de Réquiem en sufragio de las almas de las damas de la Cruz Roja fallecidas durante el pasado año.	[796, 281, 1036, 339]
table-row	[1340, 1864, 1580, 1879]
paragraph: A raíz de sus trabajos sobre carbones procedentes de Rusia Central, el profesor Herdmann, de Halle, aportó detalles muy interesantes respecto a esta cuestión.	[278, 1021, 525, 1079]
masthead	[10, 0, 1586, 65]
paragraph: En resumen, su autor acusa, clara y terminantemente a los Soviets de haber esclavizado al proletariado ruso.	[1340, 1295, 1580, 1338]
